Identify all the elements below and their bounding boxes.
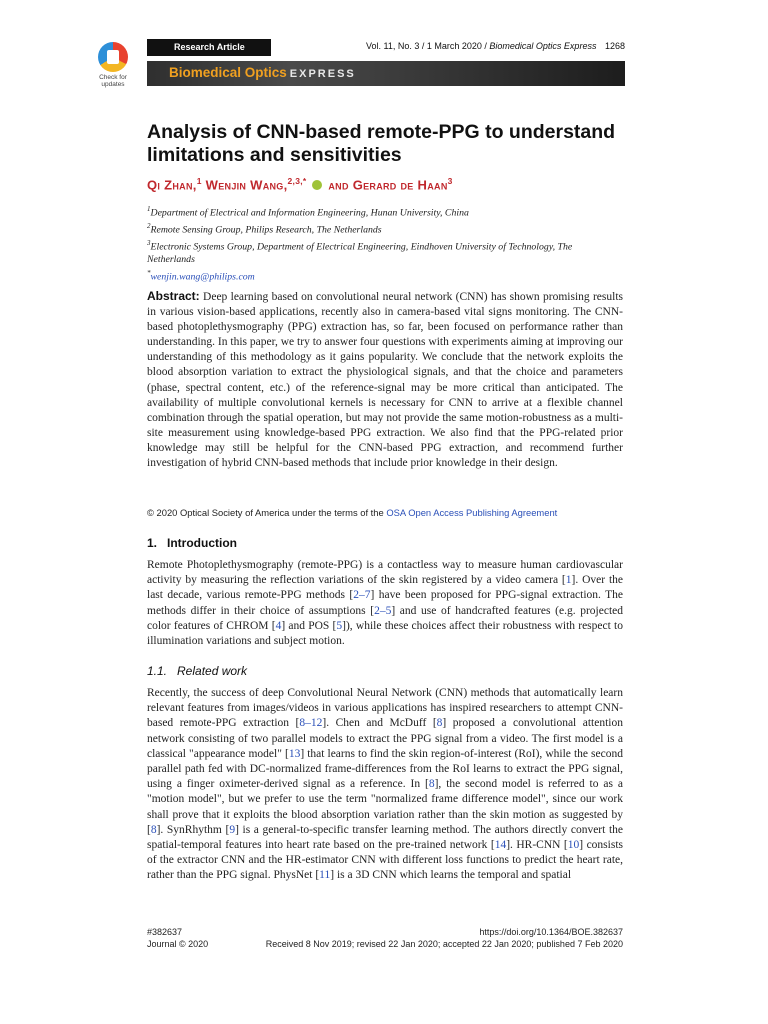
related-text-8: ]. HR-CNN [ (506, 839, 568, 852)
author-1-affil: 1 (196, 176, 202, 186)
related-text-2: ]. Chen and McDuff [ (322, 717, 437, 730)
abstract-label: Abstract: (147, 289, 200, 303)
affiliations (147, 203, 622, 284)
ref-link[interactable]: 4 (275, 619, 282, 632)
journal-italic: Biomedical Optics Express (489, 41, 597, 51)
related-text-10: ] is a 3D CNN which learns the temporal and spatial (330, 869, 572, 882)
affiliation-1 (147, 203, 622, 220)
check-updates-icon (98, 42, 128, 72)
author-1[interactable]: Qi Zhan, (147, 177, 197, 193)
email-mark: * (147, 268, 151, 277)
related-text-7: ] is a general-to-specific transfer learning method. The authors directly convert the spatial-temporal features into heart rate based on the pre-trained network [ (147, 823, 623, 852)
volume-info (366, 41, 625, 51)
intro-text-1: Remote Photoplethysmography (remote-PPG) is a contactless way to measure human cardiovascular activity by measuring the reflection variations of the skin registered by a video camera [ (147, 559, 623, 587)
journal-name (169, 65, 356, 80)
article-type-label: Research Article (147, 39, 271, 56)
aff3-text: Electronic Systems Group, Department of Electrical Engineering, Eindhoven University of Technology, The Netherlands (147, 240, 573, 266)
author-2[interactable]: Wenjin Wang, (205, 177, 288, 193)
footer-right (266, 926, 623, 950)
ref-link[interactable]: 11 (319, 869, 331, 882)
aff1-text: Department of Electrical and Information Engineering, Hunan University, China (150, 207, 469, 219)
ref-link[interactable]: 14 (494, 839, 507, 852)
related-work-paragraph (147, 686, 623, 884)
page-number: 1268 (604, 41, 625, 51)
copyright-line (147, 507, 557, 518)
author-and: and (328, 177, 349, 193)
abstract (147, 289, 623, 471)
ref-link[interactable]: 13 (288, 747, 301, 760)
ref-link[interactable]: 8–12 (299, 717, 323, 730)
ref-link[interactable]: 10 (567, 839, 580, 852)
related-text-1: Recently, the success of deep Convolutional Neural Network (CNN) methods that automatically learn relevant features from images/videos in various applications has inspired researchers to attempt CNN-based remote-PPG extraction [ (147, 687, 623, 730)
abstract-text: Deep learning based on convolutional neural network (CNN) has shown promising results in various vision-based applications, recently also in camera-based vital signs monitoring. The CNN-based photoplethysmography (PPG) extraction has, so far, been focused on performance rather than understanding. In this paper, we try to answer four questions with experiments aiming at improving our understanding of this methodology as it gains popularity. We conclude that the network exploits the blood absorption variation to extract the physiological signals, and that the choice and parameters (phase, spectral content, etc.) of the reference-signal may be more critical than anticipated. The availability of multiple convolutional kernels is necessary for CNN to arrive at a flexible channel combination through the spatial operation, but may not provide the same motion-robustness as a multi-site measurement using knowledge-based PPG extraction. We also find that the PPG-related prior knowledge may still be helpful for the CNN-based PPG extraction, and recommend further investigation of hybrid CNN-based methods that include prior knowledge in their design. (147, 291, 624, 470)
related-text-6: ]. SynRhythm [ (156, 823, 230, 836)
intro-text-4: ] and use of handcrafted features (e.g. projected color features of CHROM [ (147, 604, 623, 632)
volume-text: Vol. 11, No. 3 / 1 March 2020 / (365, 41, 487, 51)
ref-link[interactable]: 8 (436, 717, 443, 730)
author-3[interactable]: Gerard de Haan (352, 177, 448, 193)
corresponding-email (147, 267, 622, 284)
ref-link[interactable]: 9 (229, 823, 236, 836)
intro-text-3: ] have been proposed for PPG-signal extraction. The methods differ in their choice of assumptions [ (147, 589, 623, 617)
ref-link[interactable]: 2–7 (353, 589, 371, 602)
footer-left (147, 926, 208, 950)
section-1-heading: 1. Introduction (147, 536, 237, 550)
footer-journal: Journal © 2020 (147, 939, 209, 949)
footer-dates: Received 8 Nov 2019; revised 22 Jan 2020; accepted 22 Jan 2020; published 7 Feb 2020 (265, 939, 623, 949)
email-link[interactable]: wenjin.wang@philips.com (150, 271, 255, 283)
paper-title: Analysis of CNN-based remote-PPG to understand limitations and sensitivities (147, 121, 616, 166)
badge-line1: Check for (99, 74, 127, 81)
aff1-mark: 1 (147, 205, 151, 213)
ref-link[interactable]: 8 (428, 778, 435, 791)
related-text-9: ] consists of the extractor CNN and the HR-estimator CNN with different loss functions to predict the heart rate, rather than the PPG signal. PhysNet [ (147, 839, 623, 882)
intro-text-2: ]. Over the last decade, various remote-PPG methods [ (147, 574, 623, 602)
ref-link[interactable]: 8 (150, 823, 157, 836)
badge-line2: updates (101, 81, 125, 88)
ref-link[interactable]: 2–5 (374, 604, 392, 617)
ref-link[interactable]: 1 (565, 574, 572, 587)
affiliation-2 (147, 220, 622, 237)
intro-text-6: ]), while these choices affect their robustness with respect to illumination variations and subject motion. (147, 619, 623, 648)
orcid-icon[interactable] (312, 180, 322, 190)
footer-doi[interactable]: https://doi.org/10.1364/BOE.382637 (479, 927, 623, 937)
aff2-mark: 2 (147, 221, 151, 230)
intro-paragraph (147, 558, 623, 649)
aff2-text: Remote Sensing Group, Philips Research, The Netherlands (150, 224, 382, 236)
osa-agreement-link[interactable]: OSA Open Access Publishing Agreement (386, 507, 558, 518)
badge-text (93, 74, 133, 88)
section-1-1-heading: 1.1. Related work (147, 664, 248, 678)
related-text-5: ], the second model is referred to as a "motion model", but we prefer to use the term "normalized frame difference model", since our work shall prove that it exploits the blood absorption variation rather than the skin motion as suggested by [ (147, 778, 623, 836)
copyright-text: © 2020 Optical Society of America under the terms of the (147, 507, 384, 518)
related-text-3: ] proposed a convolutional attention network consisting of two parallel models to extract the PPG signal from a video. The first model is a classical "appearance model" [ (147, 717, 623, 760)
author-2-affil: 2,3,* (287, 176, 307, 186)
journal-name-main: Biomedical Optics (169, 65, 287, 80)
footer-article-id: #382637 (147, 927, 183, 937)
check-for-updates-badge[interactable] (93, 42, 133, 90)
intro-text-5: ] and POS [ (281, 619, 337, 632)
affiliation-3 (147, 237, 622, 267)
journal-banner (147, 61, 625, 86)
ref-link[interactable]: 5 (336, 619, 343, 632)
header-bar (147, 39, 625, 56)
aff3-mark: 3 (147, 238, 151, 247)
journal-name-express: EXPRESS (289, 68, 356, 80)
author-list (147, 176, 453, 192)
author-3-affil: 3 (447, 176, 453, 186)
related-text-4: ] that learns to find the skin region-of-interest (RoI), while the second parallel path fed with DC-normalized frame-differences from the RoI learns to extract the PPG signal, using a finger oximeter-derived signal as a reference. In [ (147, 747, 623, 791)
